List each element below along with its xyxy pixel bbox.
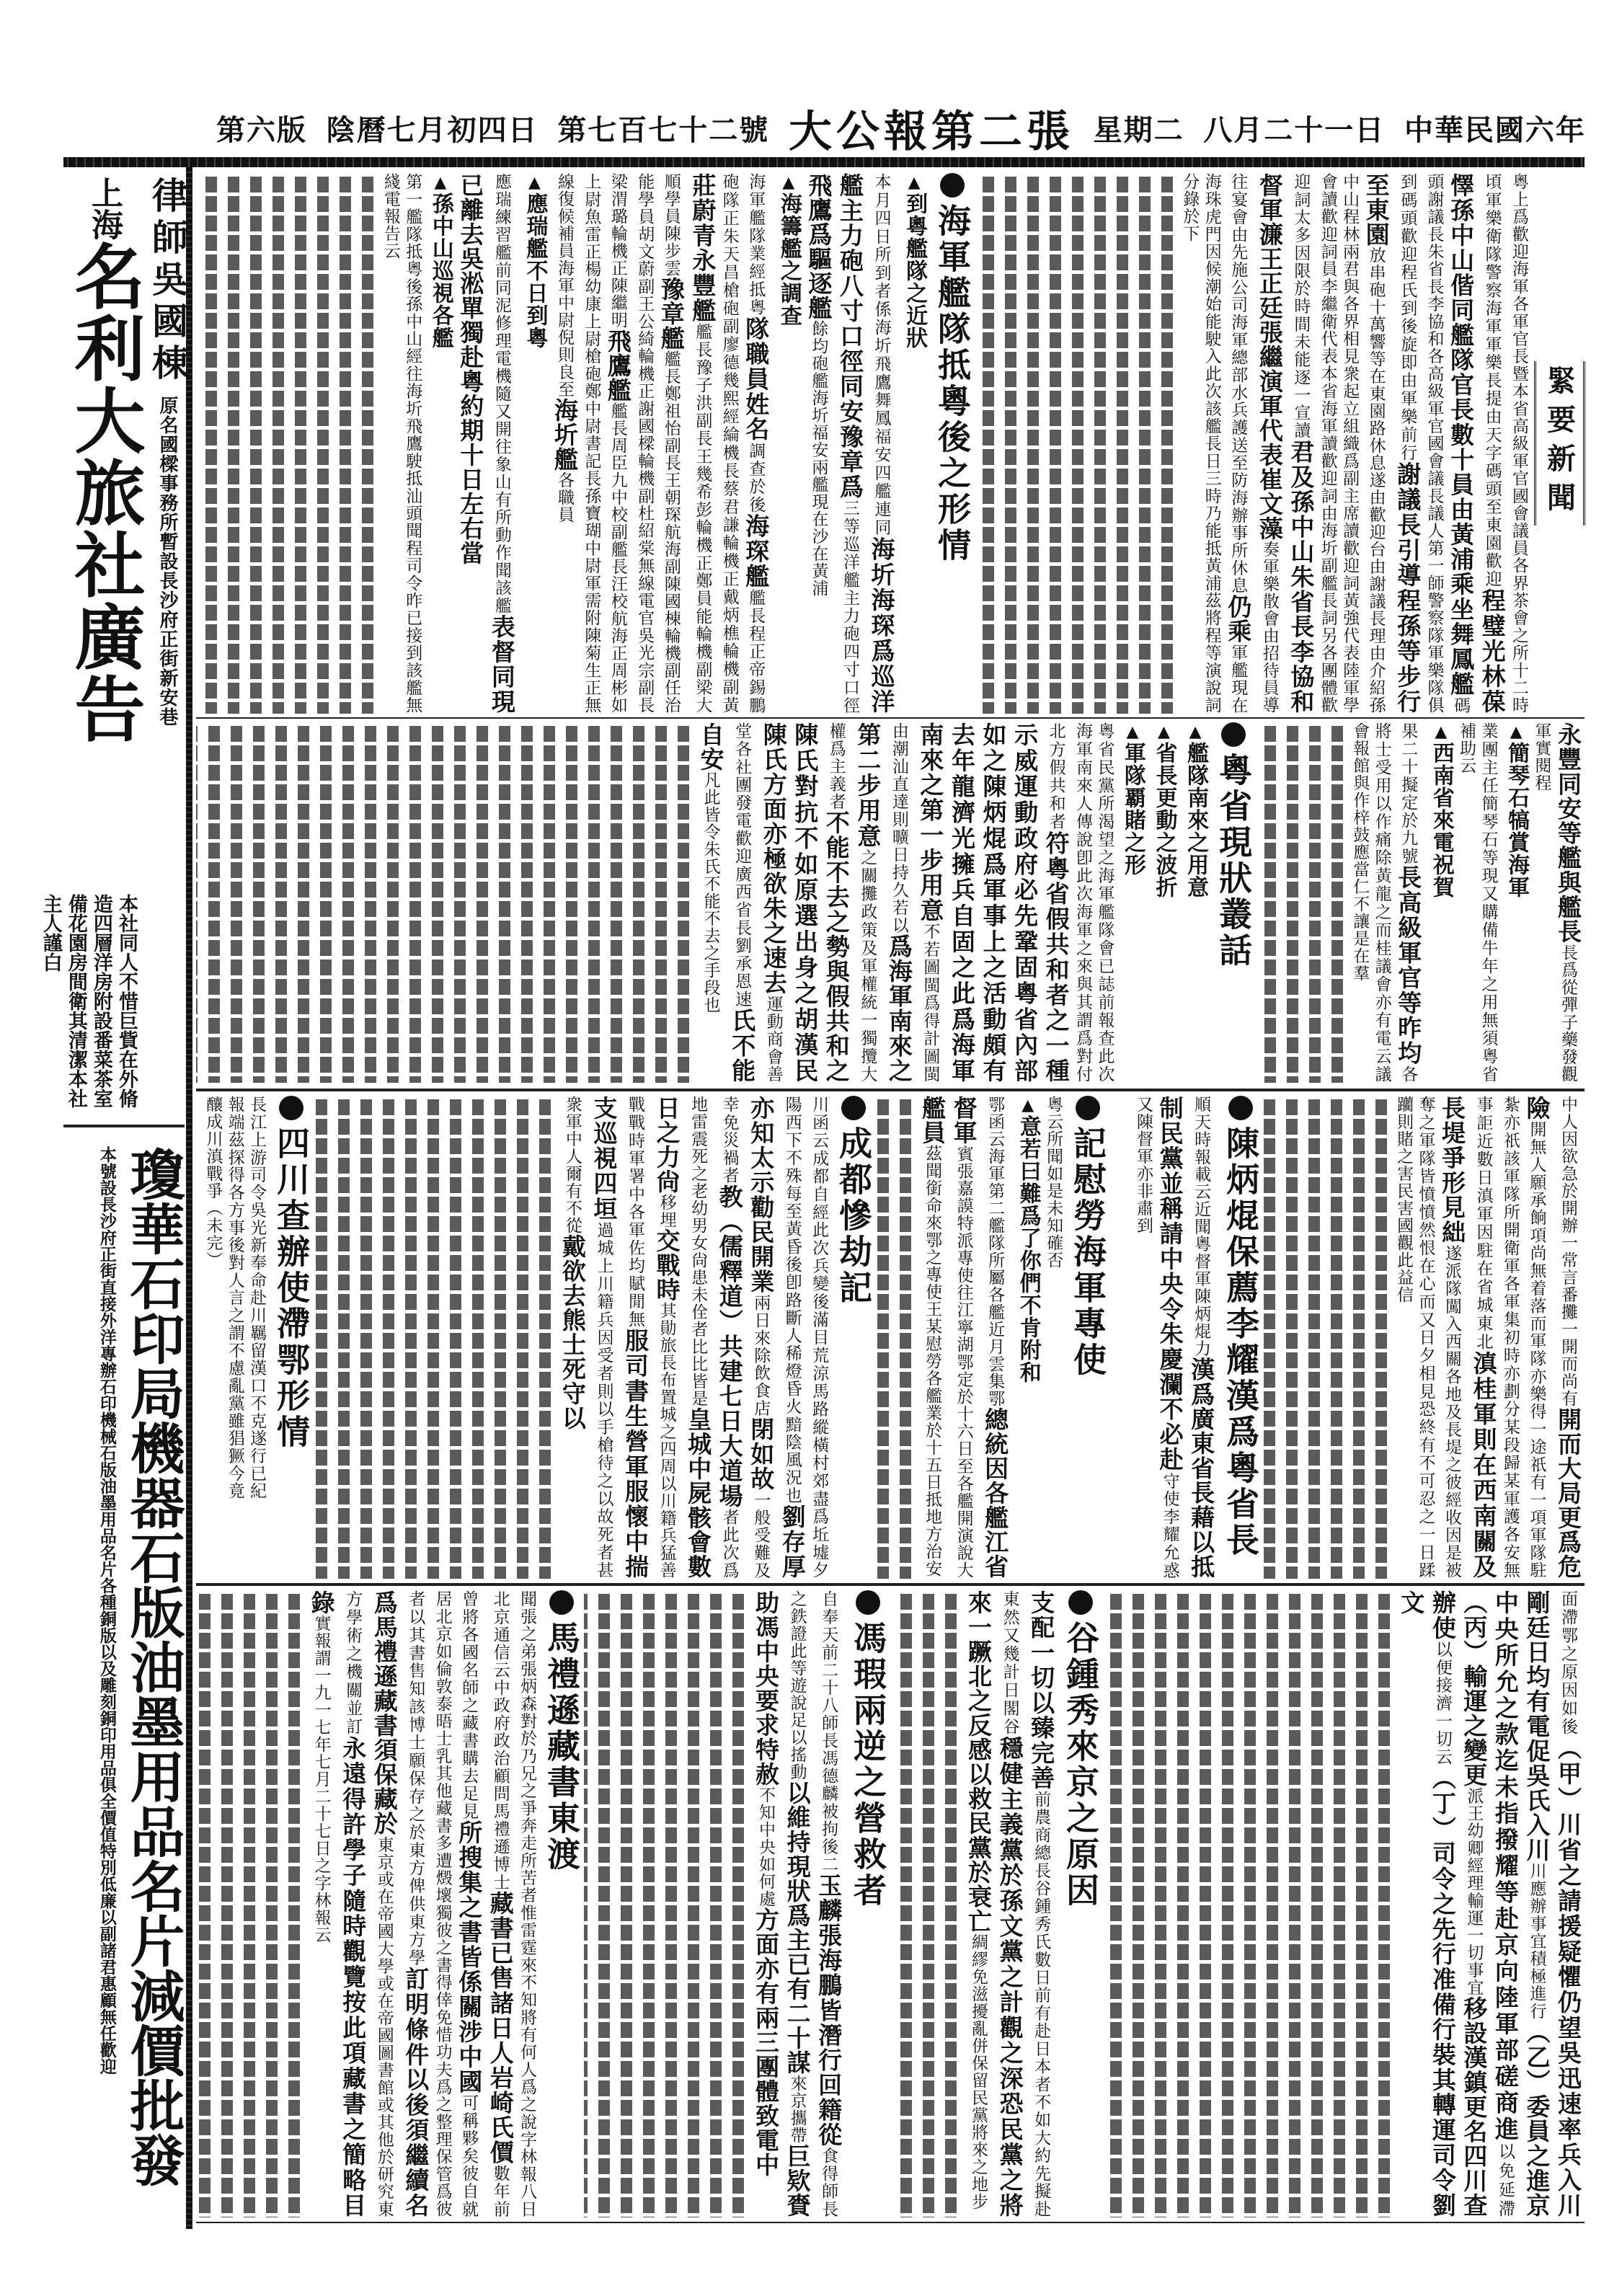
weekday: 星期二 [1093,113,1184,147]
emphasis-text: 教（儒釋道）共建七日大道場 [715,1184,744,1509]
body-text: 各將士受用以作痛除黃龍之而桂議會亦有電云議會報館與作梓鼓應當仁不讓是在羣 [1350,722,1418,1083]
hotel-ad-title [63,177,146,890]
header-rule [63,157,1585,167]
emphasis-text: 漢爲廣東省長藉以抵制民黨 [1156,1096,1216,1579]
emphasis-text: 隊官長數十員由黃浦乘坐舞鳳艦 [1447,347,1476,697]
subheading: ▲ 到粵艦隊之近狀 [900,173,929,714]
emphasis-text: 政府必先鞏固粵省內部 [1011,825,1040,1083]
emphasis-text: 符粵省假共和者之一種示威運動 [1011,722,1071,1083]
body-text: 移埋 [657,1194,676,1228]
text-texture [314,1096,557,1579]
emphasis-text: 示勸民開業 [747,1170,776,1294]
article-gambling [1263,1096,1584,1579]
headline [1210,722,1252,1083]
article-chen-bingkun [1110,1096,1259,1579]
article-sichuan-envoy [196,1096,310,1499]
lawyer-address: 原名國樑事務所暫設長沙府正街新安巷 [156,396,178,727]
body-text: 事後對人言之謂不慮亂黨雖猖獗今竟釀成川滇戰爭 [203,1096,244,1500]
article-body [750,1590,844,2217]
bullet-icon [279,1096,303,1120]
emphasis-text: 移設漢鎮更名四川查辦使 [1428,1590,1489,2218]
emphasis-text: 支巡視四垣 [590,1096,619,1222]
headline [929,173,971,714]
emphasis-text: 滇桂軍則在西南關及長堤爭 [1438,1096,1498,1579]
emphasis-text: 戴欲去熊士死守以 [558,1234,587,1430]
text-texture [1103,1590,1396,2217]
emphasis-text: 剛廷日均有電促吳氏入川 [1523,1590,1551,1863]
headline [1217,1096,1259,1579]
article-morrison-library [196,1590,580,2217]
article-body [1133,1096,1217,1579]
emphasis-text: 長高級軍官等昨均 [1394,865,1423,1065]
edition-number: 第六版 [216,113,307,147]
emphasis-text: 訂明條件以後須繼續名爲馬禮遜藏書須保藏於 [370,1590,430,2218]
emphasis-text: 與假共和之陳氏對抗 [791,722,851,1083]
emphasis-text: 爲海軍南來之第二步用意 [854,722,913,1083]
bullet-icon [841,1096,866,1120]
emphasis-text: 謝議長引導程孫等步行至東園 [1362,173,1422,714]
body-text: 運動商會善堂各社團發電歡迎廣西省長劉承恩速 [732,722,783,1083]
headline [844,1590,887,2217]
article-chengdu [314,1096,872,1579]
body-text: 茲聞銜命來鄂之專使王某慰勞各艦業於十五日抵地方治安 [923,1145,942,1577]
text-texture [196,722,695,1083]
body-text: 派王幼卿經理輸運一切事宜 [1464,1787,1484,1996]
body-text: 軍艦現在海珠虎門因候潮始能駛入此次該艦長日三時乃能抵黃浦茲將程等演說詞分錄於下 [1180,173,1248,714]
subheading: ▲ 西南省來電祝賀 [1427,722,1455,1083]
body-text: 粵省民黨所渴望之海軍艦隊會已誌前報查此次海軍南來人傳說卽此次海軍之來與其謂爲對付北方假共和者 [1046,722,1114,1083]
emphasis-text: 玉麟張海鵬皆潛行回籍從 [815,1873,843,2147]
gregorian-date: 八月二十一日 [1203,113,1386,147]
lawyer-name: 律師吳國棟 [146,177,189,386]
body-text: 業團主任簡琴石等現又購備牛年之用無須粵省補助云 [1457,722,1498,1083]
bullet-icon [940,173,965,198]
emphasis-text: 江省督軍 [949,1096,1010,1579]
body-text: 川應辦事宜積極進行 [1527,1862,1546,2020]
headline-text: 馬禮遜藏書東渡 [542,1621,581,1873]
emphasis-text: 隊職員姓名 [742,316,771,443]
text-texture [196,173,379,714]
article-feng-rescue [584,1590,887,2217]
emphasis-text: 如之陳炳焜 [979,722,1008,852]
body-text: 食得師長之鉄證此等遊說足以搖動 [787,1590,838,2218]
body-text: 可稱夥矣彼自就居北京如倫敦泰晤士乳其他藏書多遭燬壞獨彼之書得倖免惜功夫爲之整理保管爲彼者以其書售知該博士願保存之於東方俾供東方學 [406,1590,479,2218]
body-text: 艦長豫子洪副長王幾希彭輪機正鄭員能輪機副梁大順學員陳步雲 [661,173,712,714]
emphasis-text: 劉存厚亦知太 [747,1096,807,1579]
body-text: 粵上爲歡迎海軍各軍官長暨本省高級軍官國會議員各界茶會之所十二時頃軍樂衛隊警察海軍軍樂長提由天字碼頭至東園歡迎 [1482,173,1528,714]
emphasis-text: 會數日之力尙 [652,1096,713,1579]
emphasis-text: 疑懼仍望吳迅速率兵入川 [1554,1938,1582,2218]
emphasis-text: 支配一切以臻完善 [1027,1590,1056,1791]
article-body [306,1590,538,2217]
printer-ad-title: 瓊華石印局機器石版油墨用品名片減價批發 [121,1146,185,2187]
text-texture [1256,722,1349,1083]
body-text: 之關攤政策及軍權統一獨攬大權爲主義者 [826,722,877,1083]
emphasis-text: 中央所允之款迄未指撥 [1491,1590,1520,1853]
body-text: 第一艦隊抵粵後孫中山經往海圻飛鷹駛抵汕頭聞程司令昨已接到該艦無綫電報告云 [381,173,422,714]
hotel-ad [63,177,146,890]
emphasis-text: 觀之深恐民黨之將來一蹶 [965,1590,1024,2218]
headline [830,1096,872,1579]
emphasis-text: 豫章艦 [657,277,686,350]
article-guangdong-situation [196,722,1252,1083]
body-text: 賓張嘉謨特派專使往江寧湖鄂定於十六日至各艦開演說大 [954,1145,973,1579]
body-text: 應瑞練習艦前同泥修理電機隨又開往象山有所動作聞該艦 [492,173,511,615]
emphasis-text: 濂王正廷張繼演軍代表崔文藻 [1255,222,1284,541]
headline-text: 海軍艦隊抵粵後之形情 [933,203,972,564]
emphasis-text: 閉如故 [747,1417,776,1491]
emphasis-text: 總統因各艦 [981,1407,1010,1530]
emphasis-text: 所搜集之書皆係關涉中國 [455,1819,484,2094]
body-text: 川函云成都自經此次兵變後滿目荒涼馬路縱橫村郊盡爲坵墟夕陽西下不殊每至黃昏後卽路斷人稀燈昏火黯陰風況也 [782,1096,829,1579]
body-text: 艦長鄭祖怡副長王朝琛航海副陳國棟輪機副任治能學員胡文蔚副王公綺輪機正謝國樑輪機副杜紹棠無線電官吳光宗副長梁渭璐輪機正陳繼明 [608,173,681,714]
body-text: 前農商總長谷鍾秀氏數日前有赴日本者不如大約先擬赴東然又幾計日閣谷 [1000,1590,1051,2218]
subheading: ▲ 孫中山巡視各艦 [426,173,455,714]
article-sichuan-reasons [1103,1590,1584,2217]
body-text: 字林報八日北京通信云中政府政治顧問馬禮遜博士 [490,1590,537,2218]
bullet-icon [1228,1096,1253,1120]
emphasis-text: 開而大局更爲危險 [1523,1096,1582,1579]
lawyer-ad-column [146,177,189,897]
emphasis-text: 形見絀 [1438,1170,1466,1245]
printer-ad-text: 本號設長沙府正街直接外洋專辦石印機械石版油墨用品名片各種銅版以及雕刻銅印用品俱全價值特別低廉以副諸君惠顧無任歡迎 [97,1146,117,2075]
body-text: 順天時報載云近聞粵督軍陳炳焜力 [1192,1096,1211,1357]
article-gu-zhongxiu [890,1590,1099,2217]
text-texture [890,1590,962,2217]
body-text: 鄂函云海軍第二艦隊所屬各艦近月雲集鄂 [985,1096,1005,1407]
body-text: 長爲從彈子藥發觀軍實閱程 [1532,722,1577,1083]
body-text: 果二十擬定於九號 [1399,722,1418,865]
emphasis-text: 陳氏方面亦極欲朱之速去 [759,722,788,996]
emphasis-text: 以維持現狀爲主已有二十 [783,1781,812,2050]
headline-text: 粵省現狀叢話 [1214,753,1253,969]
headline-text: 馮瑕兩逆之營救者 [848,1621,887,1909]
body-text: 遂派隊闖入西關各地及長堤之彼經收因是被奪之軍隊皆憤憤然恨在心而又日夕相見恐終有不可忍之一日蹂躪則賭之害民害國觀此益信 [1394,1096,1461,1579]
body-text: 開無人願承餉項尚無着落而軍隊亦樂得一途祇有一項軍隊駐紮亦祇該軍隊所開衛軍各軍集初時亦劃分某段歸某軍護各安無事詎近數日滇軍因駐在省城東北 [1473,1096,1546,1579]
emphasis-text: 艦員 [918,1096,947,1145]
emphasis-text: 孫中山偕同艦 [1447,198,1476,348]
emphasis-text: 不能不去之勢 [822,810,851,959]
ad-divider [63,1125,185,1127]
emphasis-text: 程璧光林葆懌 [1447,173,1507,714]
body-text: （未完） [203,1200,223,1269]
body-text: 粵云所聞如是未知確否 [1044,1096,1063,1269]
subheading: ▲ 簡琴石犒賞海軍 [1502,722,1531,1083]
subheading: ▲ 海籌艦之調查 [774,173,803,714]
body-text: 放串砲十萬響等在東園路休息遂由歡迎台由謝議長理由介紹孫中山程林兩君與各界相見衆起立組織爲副主席讀歡迎詞黃強代表陸軍學會讀歡迎詞員李繼衛代表本省海軍讀歡迎詞由海圻副艦長詞另各團體歡迎詞太多因限於時間未能逐一宣讀 [1291,173,1386,714]
issue-number: 第七百七十二號 [557,113,770,147]
bullet-icon [1221,722,1246,747]
emphasis-text: 北之反感以救民黨於衰亡 [965,1664,993,1933]
bullet-icon [1076,1096,1100,1120]
emphasis-text: 此爲海軍南來之第一步用意 [916,722,976,1083]
body-text: 三等巡洋艦主力砲四寸口徑 [840,499,859,714]
hotel-ad-body [39,894,139,1110]
body-text: 調查於後 [746,442,766,514]
emphasis-text: （丙）輸運之變更 [1460,1590,1489,1788]
subheading: ▲ 應瑞艦不日到粵 [520,173,549,714]
article-body [917,1096,1065,1579]
headline-text: 四川查辦使滯鄂形情 [272,1126,311,1450]
subheading: ▲ 艦隊南來之用意 [1182,722,1210,1083]
lunar-date: 陰曆七月初四日 [326,113,539,147]
lawyer-ad [141,177,189,897]
newspaper-title: 大公報第二張 [788,106,1074,157]
emphasis-text: 海圻海琛爲巡洋艦主力砲八寸口徑同安豫章爲 [836,173,896,714]
body-text: 不若圖閩爲得計圖閩由潮汕直達則曠日持久若以 [889,722,940,1083]
article-body [1349,722,1584,1083]
body-text: 艦長周臣九中校副艦長汪校航海正周彬如上尉魚雷正楊幼康上尉槍砲鄭中尉書記長孫寶瑚中尉軍需附陳菊生正無線復候補員海軍中尉倪則良至 [555,173,627,714]
hotel-ad-text: 本社同人不惜巨貲在外脩造四層洋房附設番菜茶室備花園房間衛其清潔本社主人謹白 [39,894,138,1108]
column-rule [186,167,192,2229]
body-text: 各職員 [555,471,575,523]
emphasis-text: （甲）川省之請援 [1554,1735,1582,1939]
headline-text: 記慰勞海軍專使 [1068,1126,1107,1378]
body-text: 長江上游司令吳光新奉命赴川羈留漢口不克遂行已紀報端茲探得各方 [225,1096,267,1499]
emphasis-text: 君及孫中山朱省長李協和督軍 [1255,173,1316,714]
headline [267,1096,310,1499]
emphasis-text: 皇城中屍骸 [684,1407,713,1530]
text-texture [975,173,1179,714]
emphasis-text: 巨欵賚助馮 [752,1590,812,2217]
body-text: 餘均砲艦海圻福安兩艦現在沙在黃浦 [809,320,828,597]
masthead-bar [216,101,1586,155]
body-text: 以便接濟一切云 [1432,1640,1452,1766]
body-text: 不知中央如何處 [756,1786,776,1907]
body-text: 海軍艦隊業經抵粵 [746,173,766,316]
subheading: ▲ 省長更動之波折 [1150,722,1179,1083]
headline [1064,1096,1107,1579]
body-text: 其勛旅長布置城之四周以川籍兵猛善戰戰時軍署中各軍佐均賦閒無 [626,1096,676,1579]
body-text: 守使李耀允惑又陳督軍亦非肅到 [1134,1096,1179,1579]
article-welcome-navy [975,173,1530,714]
emphasis-text: 頗有去年龍濟光擁兵自固之 [947,722,1008,1083]
headline-text: 成都慘劫記 [834,1126,873,1306]
key-news-column [1534,173,1585,714]
section-rule [196,1583,1585,1586]
emphasis-text: 中央要求特赦 [752,1639,781,1786]
headline [1057,1590,1099,2217]
body-text: 聞張之弟張炳森對於乃兄之爭奔走所苦者惟雷霆來不知將有何人爲之說 [518,1590,537,2131]
section-rule [196,717,1585,719]
section-rule [196,1089,1585,1091]
article-body [1179,173,1530,714]
bullet-icon [1068,1590,1093,1615]
emphasis-text: 服司書生營軍服懷中揣 [621,1328,650,1579]
emphasis-text: 飛鷹艦 [603,329,632,402]
article-navy-arrival [196,173,971,714]
emphasis-text: 表督同現已離去吳淞單獨赴粵約期十日左右當 [456,173,516,714]
bullet-icon [549,1590,574,1615]
emphasis-text: 氏不能自安 [696,722,757,1083]
key-news-label: 緊要新聞 [1534,361,1585,526]
emphasis-text: 飛鷹爲驅逐艦 [805,173,833,320]
emphasis-text: 仍乘 [1224,594,1253,644]
body-text: 奏軍樂散會由招待員導往宴會由先施公司海軍總部水兵護送至防海辦事所休息 [1228,173,1279,714]
emphasis-text: 交戰時 [652,1228,681,1302]
headline-text: 谷鍾秀來京之原因 [1061,1621,1100,1909]
article-yongfeng [1256,722,1584,1083]
body-text: 自奉天前二十八師長馮德麟被拘後二 [819,1590,838,1874]
emphasis-text: 謀 [783,2050,812,2075]
emphasis-text: （丁）司令之先行 [1428,1765,1457,1967]
emphasis-text: 永豐同安等艦與艦長 [1554,722,1582,944]
bottom-rule [196,2222,1585,2223]
body-text: 艦長程正帝錫鵬砲隊正朱天昌槍砲副廖德幾熙經綸機長蔡君謙輪機正戴炳樵輪機副黃 [719,173,766,714]
emphasis-text: 莊蔚青永豐艦 [688,173,717,323]
emphasis-text: （乙）委員之進京 [1523,2019,1551,2218]
body-text: 一般受難及幸免災禍者 [719,1096,771,1579]
emphasis-text: 耀等赴京向陸軍部磋商進 [1491,1853,1520,2143]
body-text: 來京攜帶 [787,2075,807,2144]
article-body [1396,1590,1584,2217]
hotel-name: 名利大旅社廣告 [63,240,146,745]
body-text: 以免延滯 [1495,2142,1515,2217]
emphasis-text: 准備行裝其轉運司令劉文 [1397,1590,1457,2218]
emphasis-text: 海圻艦 [551,398,580,471]
headline-text: 陳炳焜保薦李耀漢爲粵省長 [1221,1126,1260,1559]
article-body [202,1096,267,1499]
body-text: 兩日來除飲食店 [751,1293,771,1417]
emphasis-text: 穩健主義黨於孫文黨之計 [996,1735,1024,2016]
emphasis-text: 方面亦有兩三團體致電中 [752,1907,781,2177]
article-navy-envoy [876,1096,1107,1579]
text-texture [1263,1096,1393,1579]
body-text: 過城上川籍兵因受者則以手槍待之以故死者甚衆軍中人爾有不從 [562,1096,613,1579]
body-text: 面滯鄂之原因如後 [1559,1590,1577,1736]
body-text: 實報謂一九一七年七月二十七日之字林報云 [311,1615,331,1943]
emphasis-text: 並稱請中央令朱慶瀾不必赴 [1156,1171,1184,1473]
body-text: 中人因欲急於開辦一常言番攤一開而尚有 [1559,1096,1577,1407]
subheading: ▲ 意若曰難爲了你們不肯附和 [1014,1096,1042,1579]
emphasis-text: 永遠得許學子隨時觀覽按此項藏書之簡略目錄 [307,1590,368,2218]
text-texture [876,1096,917,1579]
body-text: 綢繆免滋擾亂併保留民黨將來之地步 [969,1933,988,2210]
article-body [1393,1096,1584,1579]
emphasis-text: 藏書已售諸日人岩崎氏價 [486,1891,515,2165]
article-body [695,722,1210,1083]
article-body [557,1096,830,1579]
body-text: 凡此皆令朱氏不能不去之手段也 [701,771,720,1014]
body-text: 本月四日所到者係海圻飛鷹舞鳳福安四艦連同 [872,173,891,537]
text-texture [196,1590,306,2217]
emphasis-text: 海琛艦 [742,513,771,589]
printer-ad [63,1146,185,2220]
body-text: 數年前曾將各國名師之藏書購去足見 [459,1590,510,2218]
hotel-city: 上海 [86,177,123,240]
republic-year: 中華民國六年 [1404,113,1586,147]
body-text: 東京或在帝國大學或在帝國圖書館或其他於研究東方學術之機關並訂 [343,1590,394,2218]
headline [538,1590,580,2217]
subheading: ▲ 軍隊覇賭之形 [1118,722,1147,1083]
body-text: 碼頭謝議長朱省長李協和各高級軍官國會議長議人第一師警察隊軍樂隊俱到碼頭歡迎程氏到後旋即由軍樂前行 [1398,173,1471,714]
article-body [962,1590,1057,2217]
article-body [379,173,929,714]
emphasis-text: 不如原選出身之胡漢民 [791,825,820,1083]
text-texture [584,1590,750,2217]
bullet-icon [856,1590,880,1615]
emphasis-text: 爲軍事上之活動 [979,851,1008,1033]
body-text: 者此次爲地雷震死之老幼男女尙患未佺者比比皆是 [688,1096,739,1579]
